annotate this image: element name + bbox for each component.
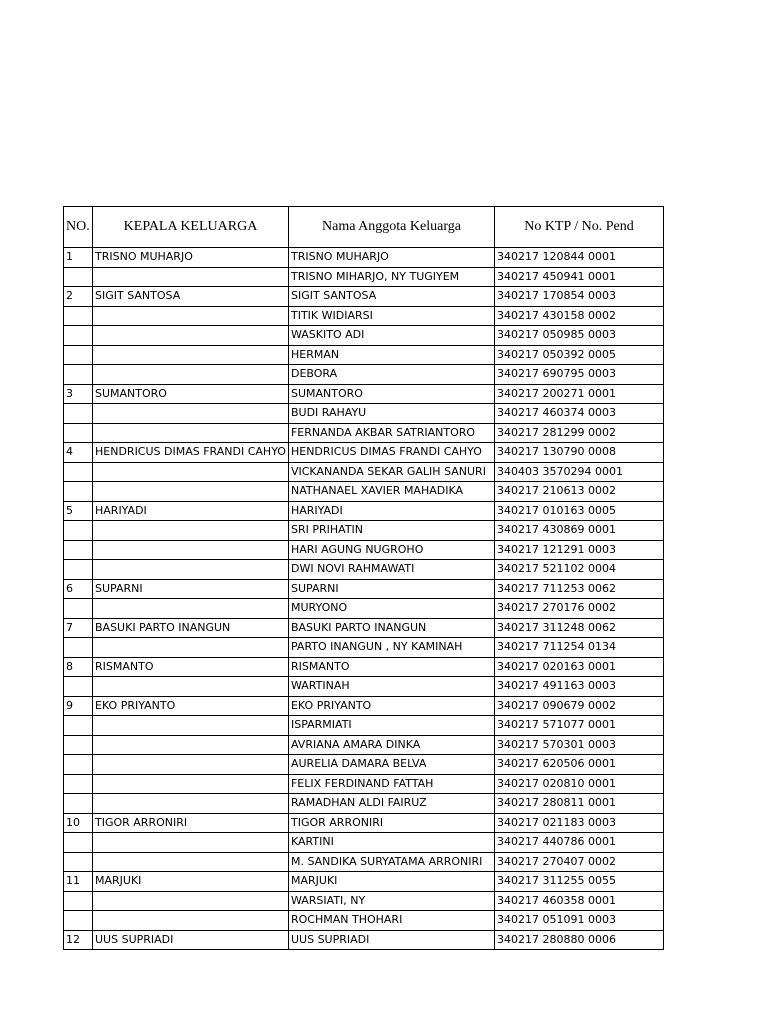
table-row (64, 521, 664, 541)
cell-no-ktp: 340217 491163 0003 (494, 677, 663, 697)
table-row (64, 755, 664, 775)
cell-no-ktp: 340217 460374 0003 (494, 404, 663, 424)
cell-kepala-keluarga (93, 560, 289, 580)
cell-kepala-keluarga: UUS SUPRIADI (93, 930, 289, 950)
cell-kepala-keluarga (93, 365, 289, 385)
cell-kepala-keluarga (93, 599, 289, 619)
cell-kepala-keluarga (93, 540, 289, 560)
cell-nama-anggota: RISMANTO (288, 657, 494, 677)
table-row (64, 794, 664, 814)
cell-kepala-keluarga (93, 716, 289, 736)
cell-no (64, 482, 93, 502)
cell-no (64, 540, 93, 560)
table-row (64, 560, 664, 580)
cell-no-ktp: 340217 130790 0008 (494, 443, 663, 463)
cell-nama-anggota: ISPARMIATI (288, 716, 494, 736)
cell-no-ktp: 340217 021183 0003 (494, 813, 663, 833)
table-row (64, 833, 664, 853)
table-row (64, 501, 664, 521)
cell-kepala-keluarga (93, 755, 289, 775)
cell-kepala-keluarga: HENDRICUS DIMAS FRANDI CAHYO (93, 443, 289, 463)
table-row (64, 677, 664, 697)
cell-nama-anggota: ROCHMAN THOHARI (288, 911, 494, 931)
cell-nama-anggota: DEBORA (288, 365, 494, 385)
table-row (64, 696, 664, 716)
cell-no-ktp: 340217 280811 0001 (494, 794, 663, 814)
cell-nama-anggota: HENDRICUS DIMAS FRANDI CAHYO (288, 443, 494, 463)
cell-no-ktp: 340217 020163 0001 (494, 657, 663, 677)
family-register-table (63, 206, 664, 950)
cell-kepala-keluarga: RISMANTO (93, 657, 289, 677)
cell-kepala-keluarga: MARJUKI (93, 872, 289, 892)
table-row (64, 735, 664, 755)
cell-kepala-keluarga (93, 326, 289, 346)
cell-kepala-keluarga (93, 852, 289, 872)
cell-no (64, 423, 93, 443)
cell-no: 11 (64, 872, 93, 892)
table-row (64, 404, 664, 424)
table-row (64, 267, 664, 287)
table-row (64, 657, 664, 677)
cell-nama-anggota: TITIK WIDIARSI (288, 306, 494, 326)
table-row (64, 540, 664, 560)
cell-kepala-keluarga: TIGOR ARRONIRI (93, 813, 289, 833)
cell-no (64, 852, 93, 872)
cell-kepala-keluarga (93, 774, 289, 794)
cell-nama-anggota: BASUKI PARTO INANGUN (288, 618, 494, 638)
cell-no (64, 345, 93, 365)
cell-no (64, 774, 93, 794)
cell-no-ktp: 340217 210613 0002 (494, 482, 663, 502)
cell-nama-anggota: HARIYADI (288, 501, 494, 521)
cell-no-ktp: 340217 521102 0004 (494, 560, 663, 580)
cell-no: 4 (64, 443, 93, 463)
cell-kepala-keluarga (93, 891, 289, 911)
cell-no (64, 521, 93, 541)
table-row (64, 813, 664, 833)
cell-no (64, 716, 93, 736)
table-row (64, 345, 664, 365)
cell-no-ktp: 340217 050985 0003 (494, 326, 663, 346)
cell-nama-anggota: SUMANTORO (288, 384, 494, 404)
cell-no (64, 404, 93, 424)
cell-no: 2 (64, 287, 93, 307)
cell-nama-anggota: M. SANDIKA SURYATAMA ARRONIRI (288, 852, 494, 872)
cell-no-ktp: 340217 120844 0001 (494, 248, 663, 268)
cell-no-ktp: 340217 571077 0001 (494, 716, 663, 736)
cell-kepala-keluarga (93, 423, 289, 443)
cell-no (64, 560, 93, 580)
cell-no (64, 326, 93, 346)
cell-nama-anggota: SRI PRIHATIN (288, 521, 494, 541)
cell-kepala-keluarga: TRISNO MUHARJO (93, 248, 289, 268)
cell-nama-anggota: BUDI RAHAYU (288, 404, 494, 424)
cell-nama-anggota: NATHANAEL XAVIER MAHADIKA (288, 482, 494, 502)
cell-nama-anggota: TRISNO MUHARJO (288, 248, 494, 268)
cell-no (64, 462, 93, 482)
cell-nama-anggota: WARSIATI, NY (288, 891, 494, 911)
header-nama-anggota: Nama Anggota Keluarga (288, 207, 494, 248)
cell-no: 7 (64, 618, 93, 638)
cell-kepala-keluarga (93, 638, 289, 658)
cell-kepala-keluarga (93, 794, 289, 814)
cell-kepala-keluarga (93, 306, 289, 326)
table-row (64, 618, 664, 638)
cell-no-ktp: 340217 051091 0003 (494, 911, 663, 931)
cell-no (64, 891, 93, 911)
cell-kepala-keluarga: EKO PRIYANTO (93, 696, 289, 716)
cell-kepala-keluarga (93, 267, 289, 287)
cell-nama-anggota: MARJUKI (288, 872, 494, 892)
table-row (64, 716, 664, 736)
table-row (64, 443, 664, 463)
cell-nama-anggota: AURELIA DAMARA BELVA (288, 755, 494, 775)
cell-kepala-keluarga (93, 462, 289, 482)
cell-kepala-keluarga (93, 911, 289, 931)
cell-no-ktp: 340217 430869 0001 (494, 521, 663, 541)
cell-no (64, 599, 93, 619)
table-row (64, 599, 664, 619)
cell-nama-anggota: UUS SUPRIADI (288, 930, 494, 950)
table-row (64, 423, 664, 443)
table-row (64, 872, 664, 892)
cell-no-ktp: 340217 311255 0055 (494, 872, 663, 892)
table-row (64, 365, 664, 385)
cell-nama-anggota: FERNANDA AKBAR SATRIANTORO (288, 423, 494, 443)
cell-no (64, 794, 93, 814)
cell-no-ktp: 340217 200271 0001 (494, 384, 663, 404)
table-row (64, 930, 664, 950)
cell-no (64, 638, 93, 658)
header-row (64, 207, 664, 248)
cell-no: 5 (64, 501, 93, 521)
cell-kepala-keluarga (93, 735, 289, 755)
cell-no-ktp: 340217 050392 0005 (494, 345, 663, 365)
cell-kepala-keluarga: HARIYADI (93, 501, 289, 521)
cell-kepala-keluarga (93, 521, 289, 541)
table-row (64, 287, 664, 307)
cell-no: 3 (64, 384, 93, 404)
cell-no-ktp: 340217 090679 0002 (494, 696, 663, 716)
cell-no: 8 (64, 657, 93, 677)
cell-nama-anggota: SUPARNI (288, 579, 494, 599)
cell-no-ktp: 340217 620506 0001 (494, 755, 663, 775)
table-row (64, 462, 664, 482)
cell-no (64, 306, 93, 326)
cell-no (64, 833, 93, 853)
cell-nama-anggota: EKO PRIYANTO (288, 696, 494, 716)
cell-no (64, 267, 93, 287)
cell-no (64, 677, 93, 697)
cell-nama-anggota: AVRIANA AMARA DINKA (288, 735, 494, 755)
cell-no: 1 (64, 248, 93, 268)
cell-no (64, 755, 93, 775)
cell-no-ktp: 340217 450941 0001 (494, 267, 663, 287)
cell-nama-anggota: SIGIT SANTOSA (288, 287, 494, 307)
table-row (64, 579, 664, 599)
cell-no-ktp: 340217 711254 0134 (494, 638, 663, 658)
cell-kepala-keluarga (93, 345, 289, 365)
cell-no-ktp: 340217 430158 0002 (494, 306, 663, 326)
cell-no-ktp: 340217 711253 0062 (494, 579, 663, 599)
cell-kepala-keluarga: SIGIT SANTOSA (93, 287, 289, 307)
cell-no: 9 (64, 696, 93, 716)
cell-no-ktp: 340217 280880 0006 (494, 930, 663, 950)
cell-kepala-keluarga: SUMANTORO (93, 384, 289, 404)
cell-no (64, 735, 93, 755)
table-row (64, 326, 664, 346)
cell-no (64, 365, 93, 385)
cell-no-ktp: 340217 170854 0003 (494, 287, 663, 307)
cell-no-ktp: 340217 270407 0002 (494, 852, 663, 872)
cell-kepala-keluarga: SUPARNI (93, 579, 289, 599)
table-row (64, 638, 664, 658)
table-row (64, 891, 664, 911)
cell-kepala-keluarga: BASUKI PARTO INANGUN (93, 618, 289, 638)
cell-kepala-keluarga (93, 833, 289, 853)
cell-no-ktp: 340217 121291 0003 (494, 540, 663, 560)
cell-no: 10 (64, 813, 93, 833)
cell-nama-anggota: KARTINI (288, 833, 494, 853)
cell-nama-anggota: TIGOR ARRONIRI (288, 813, 494, 833)
cell-nama-anggota: HERMAN (288, 345, 494, 365)
cell-no-ktp: 340217 270176 0002 (494, 599, 663, 619)
cell-nama-anggota: RAMADHAN ALDI FAIRUZ (288, 794, 494, 814)
table-row (64, 852, 664, 872)
table-row (64, 384, 664, 404)
cell-no-ktp: 340217 690795 0003 (494, 365, 663, 385)
cell-nama-anggota: TRISNO MIHARJO, NY TUGIYEM (288, 267, 494, 287)
table-row (64, 482, 664, 502)
cell-no: 6 (64, 579, 93, 599)
cell-nama-anggota: DWI NOVI RAHMAWATI (288, 560, 494, 580)
cell-nama-anggota: VICKANANDA SEKAR GALIH SANURI (288, 462, 494, 482)
cell-kepala-keluarga (93, 404, 289, 424)
cell-nama-anggota: PARTO INANGUN , NY KAMINAH (288, 638, 494, 658)
cell-no-ktp: 340217 311248 0062 (494, 618, 663, 638)
cell-no-ktp: 340217 460358 0001 (494, 891, 663, 911)
table-row (64, 248, 664, 268)
cell-kepala-keluarga (93, 482, 289, 502)
cell-nama-anggota: MURYONO (288, 599, 494, 619)
header-no: NO. (64, 207, 93, 248)
table-row (64, 306, 664, 326)
cell-kepala-keluarga (93, 677, 289, 697)
table-row (64, 774, 664, 794)
header-kepala-keluarga: KEPALA KELUARGA (93, 207, 289, 248)
cell-nama-anggota: WASKITO ADI (288, 326, 494, 346)
cell-nama-anggota: FELIX FERDINAND FATTAH (288, 774, 494, 794)
cell-nama-anggota: HARI AGUNG NUGROHO (288, 540, 494, 560)
header-no-ktp: No KTP / No. Pend (494, 207, 663, 248)
cell-no (64, 911, 93, 931)
cell-no-ktp: 340217 010163 0005 (494, 501, 663, 521)
cell-nama-anggota: WARTINAH (288, 677, 494, 697)
cell-no-ktp: 340217 281299 0002 (494, 423, 663, 443)
cell-no: 12 (64, 930, 93, 950)
table-row (64, 911, 664, 931)
cell-no-ktp: 340217 440786 0001 (494, 833, 663, 853)
cell-no-ktp: 340403 3570294 0001 (494, 462, 663, 482)
cell-no-ktp: 340217 570301 0003 (494, 735, 663, 755)
cell-no-ktp: 340217 020810 0001 (494, 774, 663, 794)
